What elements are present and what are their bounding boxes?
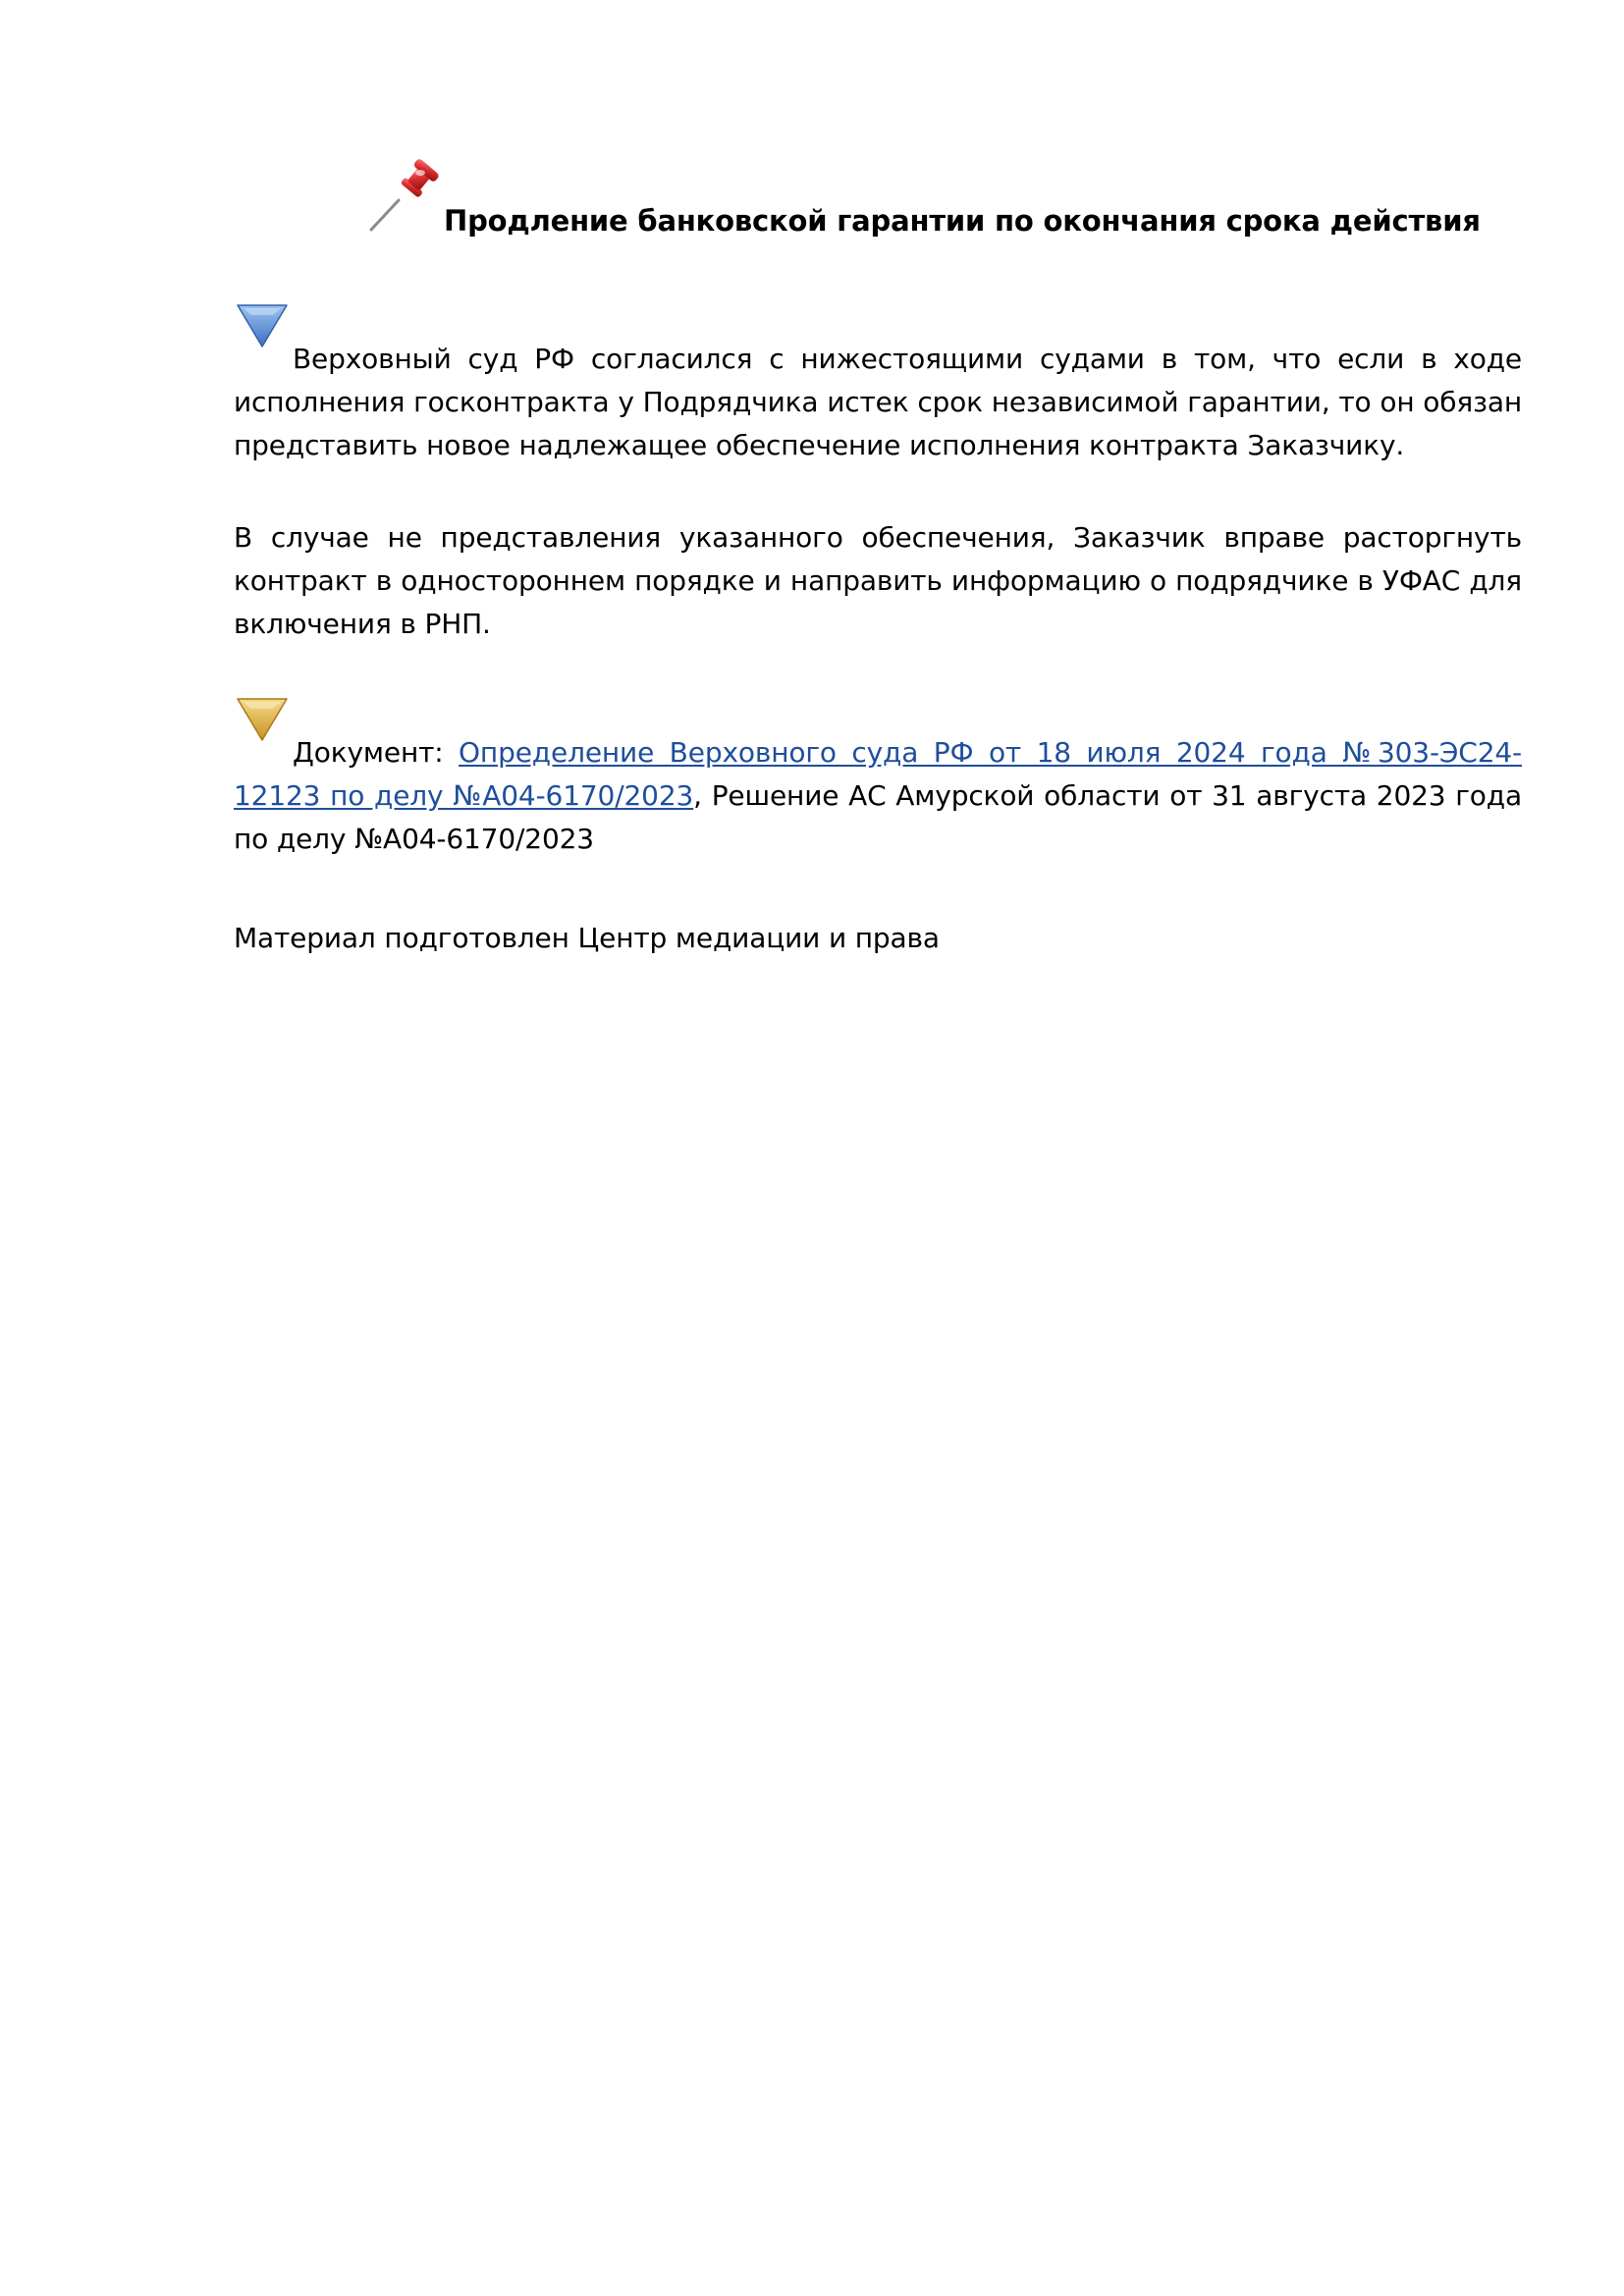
gold-triangle-down-icon [234,728,293,768]
paragraph-consequence: В случае не представления указанного обеспечения, Заказчик вправе расторгнуть контракт в одностороннем порядке и направить информацию о подрядчике в УФАС для включения в РНП. [234,521,1522,640]
paragraph-ruling-text: Верховный суд РФ согласился с нижестоящими судами в том, что если в ходе исполнения госконтракта у Подрядчика истек срок независимой гарантии, то он обязан представить новое надлежащее обеспечение исполнения контракта Заказчику. [234,343,1522,461]
pushpin-icon [363,155,444,236]
ruling-link[interactable]: Определение Верховного суда РФ от 18 июля 2024 года №303-ЭС24-12123 по делу №А04-6170/2023 [234,736,1522,812]
document-reference-rest: , Решение АС Амурской области от 31 августа 2023 года по делу №А04-6170/2023 [234,779,1522,855]
document-title: Продление банковской гарантии по окончания срока действия [444,204,1481,238]
blue-triangle-down-icon [234,335,293,374]
document-reference [234,728,1522,861]
document-label: Документ: [293,736,460,769]
footer-credit: Материал подготовлен Центр медиации и права [234,922,940,954]
paragraph-ruling [234,335,1522,467]
title-row [363,155,1481,243]
